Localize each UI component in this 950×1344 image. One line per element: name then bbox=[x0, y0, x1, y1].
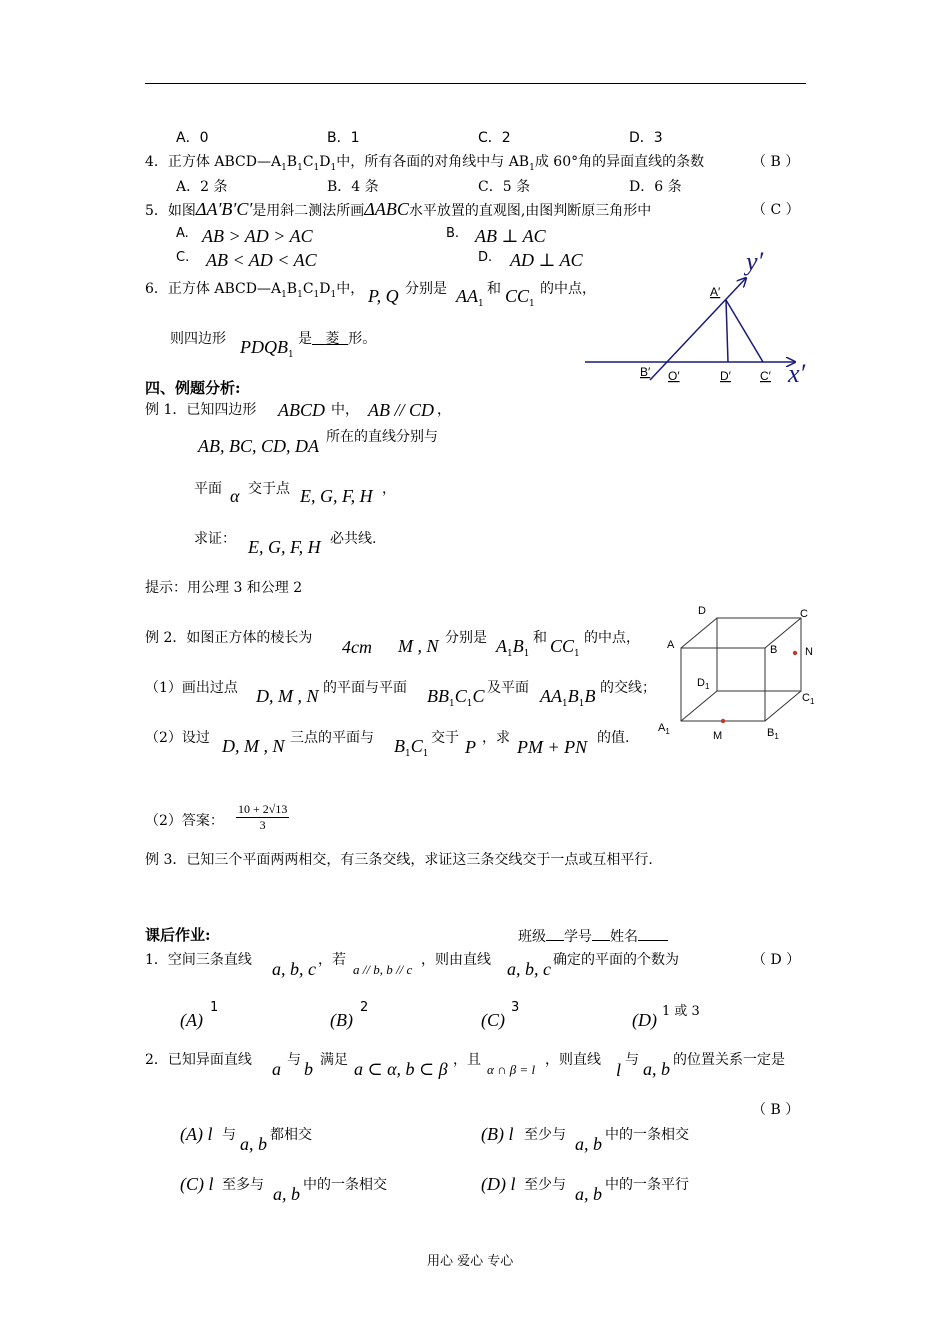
q6-line2: 则四边形 bbox=[170, 331, 226, 347]
ex2-p1m: D, M , N bbox=[256, 686, 319, 706]
ex1-l4a: 求证： bbox=[194, 531, 236, 547]
q5-mid: 是用斜二测法所画 bbox=[252, 203, 365, 219]
ex2-len: 4cm bbox=[342, 637, 372, 657]
ex2-tail: 的中点， bbox=[584, 630, 640, 646]
hw2-yu: 与 bbox=[287, 1052, 301, 1068]
y-axis-label: y′ bbox=[746, 247, 764, 276]
label-b: B bbox=[770, 644, 778, 656]
q6-prefix: 6．正方体 $ABCD—A_1B_1C_1D_1$中， bbox=[145, 281, 365, 300]
ex1-comma: ， bbox=[437, 402, 451, 418]
q6-aa: $AA_1$ bbox=[456, 286, 484, 309]
hw2-prefix: 2．已知异面直线 bbox=[145, 1052, 252, 1068]
ex1-l3c: ， bbox=[382, 481, 396, 497]
ex1-l1a: 例 1．已知四边形 bbox=[145, 402, 257, 418]
ex1-alpha: α bbox=[230, 486, 240, 506]
hw1-ruo: ，若 bbox=[318, 952, 346, 968]
section-4-title: 四、例题分析: bbox=[145, 379, 241, 397]
hw2-text-d1: 至少与 bbox=[524, 1177, 566, 1193]
label-a1: $A_1$ bbox=[658, 722, 670, 736]
ex2-p2g: 的值. bbox=[597, 730, 630, 746]
hw2-ab: a, b bbox=[643, 1059, 670, 1079]
y-axis bbox=[650, 278, 746, 380]
label-a-prime: A′ bbox=[710, 285, 721, 299]
label-d1: $D_1$ bbox=[697, 677, 710, 691]
q5-suffix: 水平放置的直观图,由图判断原三角形中 bbox=[408, 203, 652, 219]
q6-pq: P, Q bbox=[368, 286, 399, 306]
hw2-text-a1: 与 bbox=[222, 1127, 236, 1143]
hw2-ab-d: a, b bbox=[575, 1184, 602, 1204]
hw2-l: l bbox=[616, 1060, 622, 1080]
ex1-lines: AB, BC, CD, DA bbox=[198, 436, 319, 456]
hw2-text-c2: 中的一条相交 bbox=[303, 1177, 387, 1193]
ex2-p1e: $AA_1B_1B$ bbox=[540, 686, 596, 709]
q5-triangle-prime: ΔA′B′C′ bbox=[195, 199, 253, 219]
q6-quad: $PDQB_1$ bbox=[240, 337, 294, 360]
hw1-cond: a // b, b // c bbox=[353, 962, 413, 977]
label-d-prime: D′ bbox=[720, 369, 731, 383]
ex2-p1c: $BB_1C_1C$ bbox=[427, 686, 485, 709]
hw1-prefix: 1．空间三条直线 bbox=[145, 952, 252, 968]
homework-title: 课后作业: bbox=[145, 926, 211, 944]
ex2-p1f: 的交线； bbox=[600, 680, 656, 696]
hw2-option-d: (D) l bbox=[481, 1174, 516, 1194]
label-a: A bbox=[667, 639, 675, 651]
ex2-p2e: ，求 bbox=[482, 730, 510, 746]
hw2-a: a bbox=[272, 1059, 281, 1079]
q4-num: 4．正方体 ABCD—A bbox=[145, 154, 282, 170]
ex2-l1a: 例 2．如图正方体的棱长为 bbox=[145, 630, 313, 646]
x-axis-label: x′ bbox=[788, 359, 806, 388]
label-c-prime: C′ bbox=[760, 369, 771, 383]
ex1-l3b: 交于点 bbox=[248, 481, 290, 497]
q6-tail: 的中点， bbox=[540, 281, 596, 297]
hw2-text-d2: 中的一条平行 bbox=[605, 1177, 689, 1193]
hw1-opt-c: (C) bbox=[481, 1010, 505, 1030]
hw2-text-b1: 至少与 bbox=[524, 1127, 566, 1143]
ex2-a1b1: $A_1B_1$ bbox=[496, 636, 530, 659]
hw1-opt-a: (A) bbox=[180, 1010, 203, 1030]
label-b-prime: B′ bbox=[640, 365, 651, 379]
label-m: M bbox=[713, 730, 723, 742]
hw1-mid: ，则由直线 bbox=[421, 952, 491, 968]
ex2-p1a: （1）画出过点 bbox=[145, 680, 238, 696]
hw1-val-d: 1 或 3 bbox=[662, 1004, 700, 1019]
label-o-prime: O′ bbox=[668, 369, 680, 383]
q4-answer: （ B ） bbox=[752, 154, 800, 170]
ex2-p2m: D, M , N bbox=[222, 736, 285, 756]
q6-fenbie: 分别是 bbox=[405, 281, 447, 297]
hw1-tail: 确定的平面的个数为 bbox=[553, 952, 679, 968]
ex2-answer bbox=[236, 802, 289, 833]
ex2-p2p: P bbox=[465, 737, 476, 757]
hw1-val-b: 2 bbox=[360, 1000, 369, 1015]
hw1-opt-d: (D) bbox=[632, 1010, 657, 1030]
question-4: 4．正方体 $ABCD—A_1B_1C_1D_1$中，所有各面的对角线中与 $AB_1$成 60°角的异面直线的条数 bbox=[145, 154, 705, 173]
q4-stem2: 成 60°角的异面直线的条数 bbox=[534, 154, 705, 170]
ex1-l4m: E, G, F, H bbox=[248, 537, 321, 557]
cube-figure bbox=[655, 600, 830, 745]
ex2-mn: M , N bbox=[398, 636, 439, 656]
hw2-answer: （ B ） bbox=[752, 1102, 800, 1118]
ex2-fenbie: 分别是 bbox=[445, 630, 487, 646]
page-footer: 用心 爱心 专心 bbox=[427, 1254, 514, 1269]
q3-option-a: A．0 bbox=[176, 130, 209, 146]
q5-triangle: ΔABC bbox=[364, 199, 409, 219]
line-ac bbox=[726, 300, 763, 362]
hw1-val-a: 1 bbox=[210, 1000, 219, 1015]
q4-option-b: B．4 条 bbox=[327, 179, 379, 195]
q5-opt-c: AB < AD < AC bbox=[206, 250, 317, 270]
ex2-answer-label: （2）答案： bbox=[145, 813, 224, 829]
hw2-text-a2: 都相交 bbox=[270, 1127, 312, 1143]
hw2-intersection: α ∩ β = l bbox=[487, 1062, 536, 1077]
ex1-l2t: 所在的直线分别与 bbox=[326, 429, 438, 445]
hw2-option-c: (C) l bbox=[180, 1174, 214, 1194]
question-5 bbox=[145, 199, 651, 220]
label-c1: $C_1$ bbox=[802, 692, 815, 706]
q5-opt-a-label: A. bbox=[176, 226, 189, 241]
q5-answer: （ C ） bbox=[752, 202, 800, 218]
hw2-tail: 的位置关系一定是 bbox=[673, 1052, 785, 1068]
ex1-l4b: 必共线. bbox=[330, 531, 377, 547]
hw2-text-b2: 中的一条相交 bbox=[605, 1127, 689, 1143]
q3-option-b: B．1 bbox=[327, 130, 360, 146]
oblique-projection-figure bbox=[580, 240, 840, 400]
line-ad bbox=[726, 300, 728, 362]
hw2-ab-c: a, b bbox=[273, 1184, 300, 1204]
hw2-b: b bbox=[304, 1059, 313, 1079]
label-d: D bbox=[698, 605, 706, 617]
q4-option-a: A．2 条 bbox=[176, 179, 228, 195]
label-n: N bbox=[805, 646, 813, 658]
point-m bbox=[721, 719, 725, 723]
q4-stem: 中，所有各面的对角线中与 AB bbox=[336, 154, 530, 170]
q5-opt-d: AD ⊥ AC bbox=[510, 250, 583, 270]
hw2-qie: ，且 bbox=[453, 1052, 481, 1068]
homework-info: 班级 学号 姓名 bbox=[518, 926, 668, 946]
answer-denominator: 3 bbox=[259, 818, 266, 832]
q4-option-c: C．5 条 bbox=[478, 179, 531, 195]
ex2-p2b: 三点的平面与 bbox=[290, 730, 374, 746]
ex2-cc1: $CC_1$ bbox=[550, 636, 580, 659]
label-c: C bbox=[800, 608, 808, 620]
label-b1: $B_1$ bbox=[767, 727, 779, 741]
hw2-ab-a: a, b bbox=[240, 1134, 267, 1154]
hw2-text-c1: 至多与 bbox=[222, 1177, 264, 1193]
ex2-p2d: 交于 bbox=[431, 730, 459, 746]
hw1-opt-b: (B) bbox=[330, 1010, 353, 1030]
q6-shi: 是 菱 形。 bbox=[298, 331, 377, 347]
q4-option-d: D．6 条 bbox=[629, 179, 682, 195]
header-rule bbox=[145, 83, 806, 84]
hw1-val-c: 3 bbox=[511, 1000, 520, 1015]
ex1-abcd: ABCD bbox=[278, 400, 325, 420]
ex2-p2f: PM + PN bbox=[517, 737, 588, 757]
q5-opt-c-label: C. bbox=[176, 250, 190, 265]
q5-opt-b-label: B. bbox=[446, 226, 460, 241]
hw1-answer: （ D ） bbox=[752, 952, 801, 968]
hw2-ab-b: a, b bbox=[575, 1134, 602, 1154]
ex2-he: 和 bbox=[533, 630, 547, 646]
q5-opt-d-label: D. bbox=[478, 250, 493, 265]
hw1-abc: a, b, c bbox=[272, 959, 316, 979]
point-n bbox=[793, 651, 797, 655]
ex2-p1d: 及平面 bbox=[487, 680, 529, 696]
hw2-option-b: (B) l bbox=[481, 1124, 514, 1144]
ex2-p2c: $B_1C_1$ bbox=[394, 736, 429, 759]
answer-numerator: 10 + 2√13 bbox=[238, 802, 288, 816]
hw1-abc2: a, b, c bbox=[507, 959, 551, 979]
q3-option-c: C．2 bbox=[478, 130, 511, 146]
q6-answer: 菱 bbox=[325, 331, 340, 347]
ex3: 例 3．已知三个平面两两相交，有三条交线，求证这三条交线交于一点或互相平行. bbox=[145, 852, 653, 868]
ex2-p1b: 的平面与平面 bbox=[323, 680, 407, 696]
q5-opt-b: AB ⊥ AC bbox=[475, 226, 546, 246]
ex1-parallel: AB // CD bbox=[368, 400, 434, 420]
ex2-p2a: （2）设过 bbox=[145, 730, 210, 746]
q3-option-d: D．3 bbox=[629, 130, 663, 146]
hw2-option-a: (A) l bbox=[180, 1124, 213, 1144]
ex1-points: E, G, F, H bbox=[300, 486, 373, 506]
hw2-manzu: 满足 bbox=[320, 1052, 348, 1068]
hint: 提示：用公理 3 和公理 2 bbox=[145, 580, 303, 596]
hw2-cond: a ⊂ α, b ⊂ β bbox=[354, 1059, 448, 1079]
ex1-zhong: 中， bbox=[331, 402, 359, 418]
q6-cc: $CC_1$ bbox=[505, 286, 535, 309]
hw2-mid: ，则直线 bbox=[545, 1052, 601, 1068]
q5-prefix: 5．如图 bbox=[145, 203, 196, 219]
q6-he: 和 bbox=[487, 281, 501, 297]
ex1-l3a: 平面 bbox=[194, 481, 222, 497]
hw2-yu2: 与 bbox=[625, 1052, 639, 1068]
q5-opt-a: AB > AD > AC bbox=[202, 226, 313, 246]
